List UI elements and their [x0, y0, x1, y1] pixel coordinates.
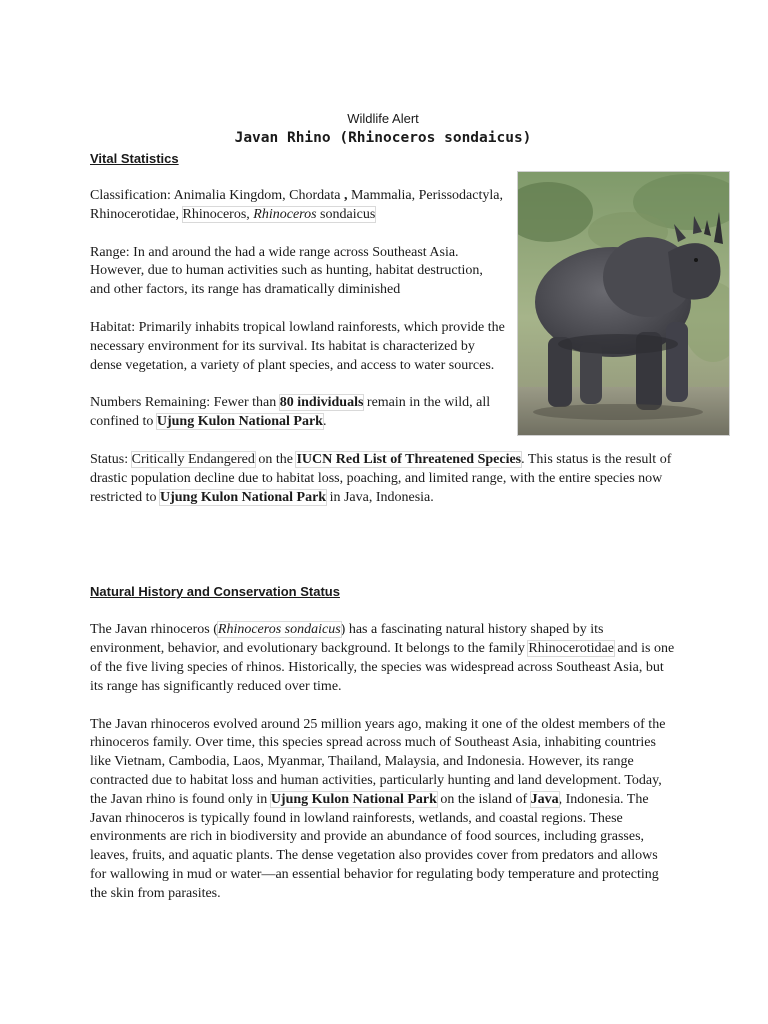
numbers-mid: remain in the wild, all confined to — [90, 395, 491, 430]
genus-prefix: Rhinoceros, — [182, 206, 250, 222]
family-name: Rhinocerotidae — [528, 641, 614, 657]
java-name: Java — [530, 791, 559, 807]
rhino-photo — [517, 171, 730, 436]
classification-comma: , — [343, 188, 348, 203]
classification-text-2: Mammalia, Perissodactyla, — [350, 188, 503, 203]
document-title: Javan Rhino (Rhinoceros sondaicus) — [234, 130, 532, 146]
individuals-count: 80 individuals — [279, 395, 364, 411]
classification-text-1: Animalia Kingdom, Chordata — [173, 188, 341, 203]
status-end: in Java, Indonesia. — [329, 489, 434, 505]
species-italic: Rhinoceros sondaicus — [217, 622, 341, 638]
habitat-text: Primarily inhabits tropical lowland rainforests, which provide the necessary environment for its survival. Its habitat is characterized by dense vegetation, a variety of plant species, and access to water sources. — [90, 319, 505, 373]
classification-paragraph — [90, 187, 506, 225]
genus-species-box — [183, 207, 376, 222]
range-paragraph — [90, 244, 506, 300]
numbers-paragraph — [90, 394, 506, 432]
document-kicker: Wildlife Alert — [347, 111, 419, 126]
species-name: sondaicus — [320, 206, 376, 222]
status-label: Status: — [90, 451, 129, 467]
vital-statistics-heading: Vital Statistics — [90, 151, 179, 166]
history-p1-end: and is one of the five living species of rhinos. Historically, the species was widespread across Southeast Asia, but its range has significantly reduced over time. — [90, 641, 675, 694]
habitat-paragraph — [90, 319, 506, 375]
status-value: Critically Endangered — [131, 451, 255, 467]
genus-italic: Rhinoceros — [253, 206, 317, 222]
status-park-name: Ujung Kulon National Park — [159, 489, 327, 505]
range-text: In and around the had a wide range across Southeast Asia. However, due to human activities such as hunting, habitat destruction, and other factors, its range has dramatically diminished — [90, 244, 483, 298]
park-name: Ujung Kulon National Park — [156, 414, 323, 430]
history-p2-end: , Indonesia. The Javan rhinoceros is typically found in lowland rainforests, wetlands, and coastal regions. These environments are rich in biodiversity and provide an abundance of food sources, including grasses, leaves, fruits, and aquatic plants. The dense vegetation also provides cover from predators and allows for wallowing in mud or water—an essential behavior for regulating body temperature and protecting the skin from parasites. — [90, 791, 659, 901]
numbers-label: Numbers Remaining: — [90, 395, 211, 411]
history-p2-pre: The Javan rhinoceros evolved around 25 million years ago, making it one of the oldest members of the rhinoceros family. Over time, this species spread across much of Southeast Asia, inhabiting countries like Vietnam, Cambodia, Laos, Myanmar, Thailand, Malaysia, and Indonesia. However, its range contracted due to habitat loss and human activities, particularly hunting and land development. Today, the Javan rhino is found only in — [90, 716, 666, 807]
natural-history-heading: Natural History and Conservation Status — [90, 584, 340, 600]
history-park-name: Ujung Kulon National Park — [270, 791, 437, 807]
status-text: . This status is the result of drastic population decline due to habitat loss, poaching, and limited range, with the entire species now restricted to — [90, 451, 672, 505]
status-paragraph — [90, 451, 676, 507]
history-p2-mid: on the island of — [440, 791, 528, 807]
iucn-red-list: IUCN Red List of Threatened Species — [296, 451, 522, 467]
history-paragraph-2 — [90, 716, 676, 904]
history-paragraph-1 — [90, 621, 676, 696]
classification-text-3: Rhinocerotidae, — [90, 206, 180, 222]
numbers-pre: Fewer than — [213, 395, 277, 411]
status-on-the: on the — [258, 451, 293, 467]
classification-label: Classification: — [90, 188, 171, 203]
rhino-illustration — [518, 172, 730, 436]
history-p1-pre: The Javan rhinoceros ( — [90, 622, 218, 638]
range-label: Range: — [90, 244, 130, 260]
history-p1-mid: ) has a fascinating natural history shaped by its environment, behavior, and evolutionary background. It belongs to the family — [90, 622, 604, 657]
habitat-label: Habitat: — [90, 319, 136, 335]
numbers-end: . — [322, 414, 327, 430]
